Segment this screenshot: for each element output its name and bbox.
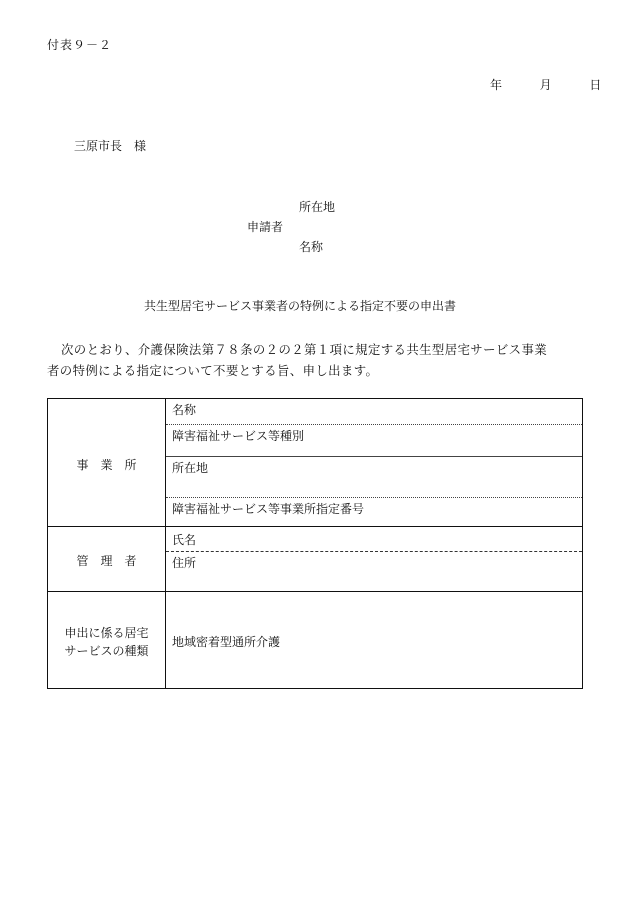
date-year: 年 (490, 78, 503, 92)
body-line-1: 次のとおり、介護保険法第７８条の２の２第１項に規定する共生型居宅サービス事業 (61, 342, 548, 357)
manager-name-label: 氏名 (172, 533, 197, 547)
body-text (47, 339, 587, 381)
applicant-location-label: 所在地 (299, 200, 336, 214)
service-type-label (48, 624, 165, 660)
office-row-divider-1 (166, 424, 582, 425)
office-label: 事 業 所 (76, 458, 137, 472)
column-divider (165, 399, 166, 688)
manager-label: 管 理 者 (76, 554, 137, 568)
office-number-label: 障害福祉サービス等事業所指定番号 (172, 502, 365, 516)
date-month: 月 (539, 78, 552, 92)
office-location-label: 所在地 (172, 461, 209, 475)
service-type-value: 地域密着型通所介護 (172, 635, 281, 649)
date-day: 日 (589, 78, 602, 92)
application-table (47, 398, 583, 689)
date-line (490, 76, 601, 93)
manager-address-label: 住所 (172, 556, 197, 570)
service-type-label-line-1: 申出に係る居宅 (64, 626, 149, 640)
body-line-2: 者の特例による指定について不要とする旨、申し出ます。 (47, 363, 379, 378)
form-number: 付表９－２ (47, 38, 113, 52)
section-divider-2 (48, 591, 582, 592)
office-name-label: 名称 (172, 403, 197, 417)
applicant-label: 申請者 (247, 220, 284, 234)
addressee: 三原市長 様 (74, 139, 147, 153)
office-service-type-label: 障害福祉サービス等種別 (172, 429, 305, 443)
applicant-name-label: 名称 (299, 240, 324, 254)
document-title: 共生型居宅サービス事業者の特例による指定不要の申出書 (144, 299, 457, 313)
service-type-label-line-2: サービスの種類 (64, 644, 149, 658)
office-row-divider-2 (166, 456, 582, 457)
manager-row-divider (166, 551, 582, 552)
section-divider-1 (48, 526, 582, 527)
office-row-divider-3 (166, 497, 582, 498)
